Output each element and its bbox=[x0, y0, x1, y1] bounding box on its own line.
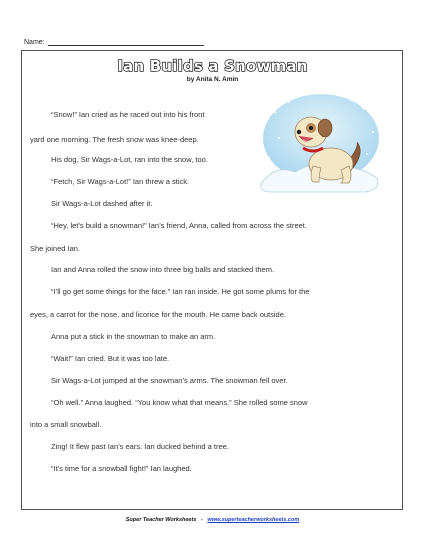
footer-brand: Super Teacher Worksheets bbox=[125, 517, 197, 523]
dog-eye bbox=[309, 126, 313, 130]
name-field-line[interactable] bbox=[48, 38, 204, 46]
dog-nose bbox=[297, 130, 301, 134]
story-line-3: His dog, Sir Wags-a-Lot, ran into the snow, too. bbox=[51, 155, 208, 164]
story-title: Ian Builds a Snowman bbox=[117, 57, 308, 75]
footer-link[interactable]: www.superteacherworksheets.com bbox=[207, 517, 300, 523]
footer-separator: - bbox=[200, 517, 203, 523]
name-label: Name: bbox=[24, 39, 45, 46]
name-row bbox=[24, 38, 204, 46]
story-line-4: “Fetch, Sir Wags-a-Lot!” Ian threw a stick. bbox=[51, 177, 190, 186]
story-line-7: She joined Ian. bbox=[30, 244, 81, 253]
story-line-14: “Oh well.” Anna laughed. “You know what that means.” She rolled some snow bbox=[51, 398, 308, 407]
story-line-10: eyes, a carrot for the nose, and licorice for the mouth. He came back outside. bbox=[30, 310, 286, 319]
story-line-1: “Snow!” Ian cried as he raced out into his front bbox=[51, 110, 205, 119]
puppy-illustration bbox=[255, 92, 383, 196]
story-byline: by Anita N. Amin bbox=[186, 76, 239, 83]
story-line-16: Zing! It flew past Ian’s ears. Ian ducked behind a tree. bbox=[51, 442, 229, 451]
story-line-8: Ian and Anna rolled the snow into three big balls and stacked them. bbox=[51, 265, 275, 274]
story-line-9: “I’ll go get some things for the face.” Ian ran inside. He got some plums for the bbox=[51, 287, 310, 296]
story-line-17: “It’s time for a snowball fight!” Ian laughed. bbox=[51, 464, 192, 473]
story-line-12: “Wait!” Ian cried. But it was too late. bbox=[51, 354, 170, 363]
footer bbox=[0, 517, 425, 523]
story-line-5: Sir Wags-a-Lot dashed after it. bbox=[51, 199, 153, 208]
story-line-11: Anna put a stick in the snowman to make an arm. bbox=[51, 332, 216, 341]
story-line-2: yard one morning. The fresh snow was knee-deep. bbox=[30, 135, 199, 144]
story-line-13: Sir Wags-a-Lot jumped at the snowman’s arms. The snowman fell over. bbox=[51, 376, 288, 385]
dog-ear bbox=[318, 119, 332, 137]
story-line-6: “Hey, let’s build a snowman!” Ian’s friend, Anna, called from across the street. bbox=[51, 221, 307, 230]
story-line-15: into a small snowball. bbox=[30, 420, 102, 429]
